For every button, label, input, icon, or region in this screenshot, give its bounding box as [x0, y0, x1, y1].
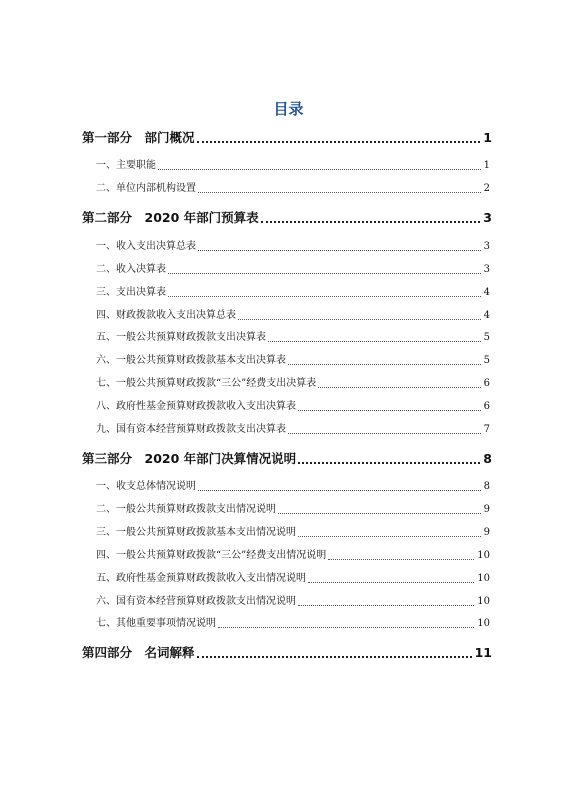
toc-dot-leader [318, 374, 480, 388]
toc-entry-label: 四、一般公共预算财政拨款“三公”经费支出情况说明 [96, 550, 327, 561]
toc-section-entry[interactable] [0, 283, 577, 303]
toc-dot-leader [288, 351, 481, 365]
toc-section-entry[interactable] [0, 500, 577, 520]
toc-page-number: 2 [483, 183, 490, 194]
toc-title: 目录 [273, 100, 304, 118]
toc-dot-leader [278, 500, 481, 514]
toc-part-entry[interactable] [0, 449, 577, 469]
toc-page-number: 8 [483, 451, 492, 466]
toc-page-number: 9 [483, 527, 490, 538]
toc-page-number: 7 [483, 424, 490, 435]
toc-entry-label: 第四部分 名词解释 [82, 645, 195, 660]
toc-dot-leader [168, 283, 481, 297]
toc-dot-leader [197, 128, 481, 143]
toc-entry-label: 七、其他重要事项情况说明 [96, 618, 216, 629]
toc-section-entry[interactable] [0, 523, 577, 543]
toc-page-number: 11 [474, 645, 492, 660]
toc-part-entry[interactable] [0, 128, 577, 148]
toc-entry-label: 六、一般公共预算财政拨款基本支出决算表 [96, 355, 286, 366]
toc-dot-leader [198, 179, 481, 193]
toc-dot-leader [288, 420, 481, 434]
toc-page-number: 4 [483, 287, 490, 298]
toc-dot-leader [198, 237, 481, 251]
toc-entry-label: 一、收支总体情况说明 [96, 481, 196, 492]
toc-section-entry[interactable] [0, 477, 577, 497]
toc-dot-leader [298, 397, 481, 411]
toc-page-number: 5 [483, 332, 490, 343]
toc-entry-label: 七、一般公共预算财政拨款“三公”经费支出决算表 [96, 378, 317, 389]
toc-section-entry[interactable] [0, 179, 577, 199]
toc-section-entry[interactable] [0, 592, 577, 612]
toc-section-entry[interactable] [0, 420, 577, 440]
toc-page-number: 8 [483, 481, 490, 492]
toc-dot-leader [298, 523, 481, 537]
toc-dot-leader [298, 449, 480, 464]
toc-page-number: 1 [483, 130, 492, 145]
toc-dot-leader [268, 328, 481, 342]
toc-page-number: 6 [483, 401, 490, 412]
toc-dot-leader [198, 477, 481, 491]
toc-dot-leader [197, 643, 472, 658]
toc-section-entry[interactable] [0, 306, 577, 326]
toc-entry-label: 二、收入决算表 [96, 264, 166, 275]
toc-section-entry[interactable] [0, 397, 577, 417]
toc-page-number: 5 [483, 355, 490, 366]
toc-entry-label: 第三部分 2020 年部门决算情况说明 [82, 451, 297, 466]
toc-entry-label: 八、政府性基金预算财政拨款收入支出决算表 [96, 401, 296, 412]
toc-entry-label: 第二部分 2020 年部门预算表 [82, 210, 259, 225]
toc-section-entry[interactable] [0, 260, 577, 280]
toc-entry-label: 五、政府性基金预算财政拨款收入支出情况说明 [96, 573, 306, 584]
toc-entry-label: 四、财政拨款收入支出决算总表 [96, 310, 236, 321]
toc-section-entry[interactable] [0, 328, 577, 348]
toc-entry-label: 一、主要职能 [96, 160, 156, 171]
toc-dot-leader [261, 208, 481, 223]
toc-dot-leader [158, 156, 481, 170]
toc-page-number: 3 [483, 210, 492, 225]
toc-entry-label: 一、收入支出决算总表 [96, 241, 196, 252]
toc-section-entry[interactable] [0, 156, 577, 176]
toc-part-entry[interactable] [0, 208, 577, 228]
toc-section-entry[interactable] [0, 237, 577, 257]
toc-dot-leader [218, 614, 474, 628]
toc-page-number: 10 [477, 596, 490, 607]
toc-entry-label: 三、支出决算表 [96, 287, 166, 298]
toc-dot-leader [238, 306, 481, 320]
toc-page-number: 10 [477, 550, 490, 561]
toc-dot-leader [308, 569, 474, 583]
toc-section-entry[interactable] [0, 546, 577, 566]
toc-section-entry[interactable] [0, 374, 577, 394]
toc-page-number: 6 [483, 378, 490, 389]
toc-page-number: 10 [477, 573, 490, 584]
toc-section-entry[interactable] [0, 351, 577, 371]
toc-page-number: 10 [477, 618, 490, 629]
toc-entry-label: 二、一般公共预算财政拨款支出情况说明 [96, 504, 276, 515]
toc-dot-leader [298, 592, 474, 606]
toc-entry-label: 二、单位内部机构设置 [96, 183, 196, 194]
toc-page-number: 3 [483, 241, 490, 252]
toc-dot-leader [328, 546, 474, 560]
toc-section-entry[interactable] [0, 569, 577, 589]
toc-page-number: 1 [483, 160, 490, 171]
toc-entry-label: 五、一般公共预算财政拨款支出决算表 [96, 332, 266, 343]
toc-page-number: 9 [483, 504, 490, 515]
toc-entry-label: 第一部分 部门概况 [82, 130, 195, 145]
toc-part-entry[interactable] [0, 643, 577, 663]
toc-entry-label: 三、一般公共预算财政拨款基本支出情况说明 [96, 527, 296, 538]
toc-entry-label: 九、国有资本经营预算财政拨款支出决算表 [96, 424, 286, 435]
toc-page-number: 4 [483, 310, 490, 321]
toc-entry-label: 六、国有资本经营预算财政拨款支出情况说明 [96, 596, 296, 607]
toc-dot-leader [168, 260, 481, 274]
toc-section-entry[interactable] [0, 614, 577, 634]
toc-page-number: 3 [483, 264, 490, 275]
